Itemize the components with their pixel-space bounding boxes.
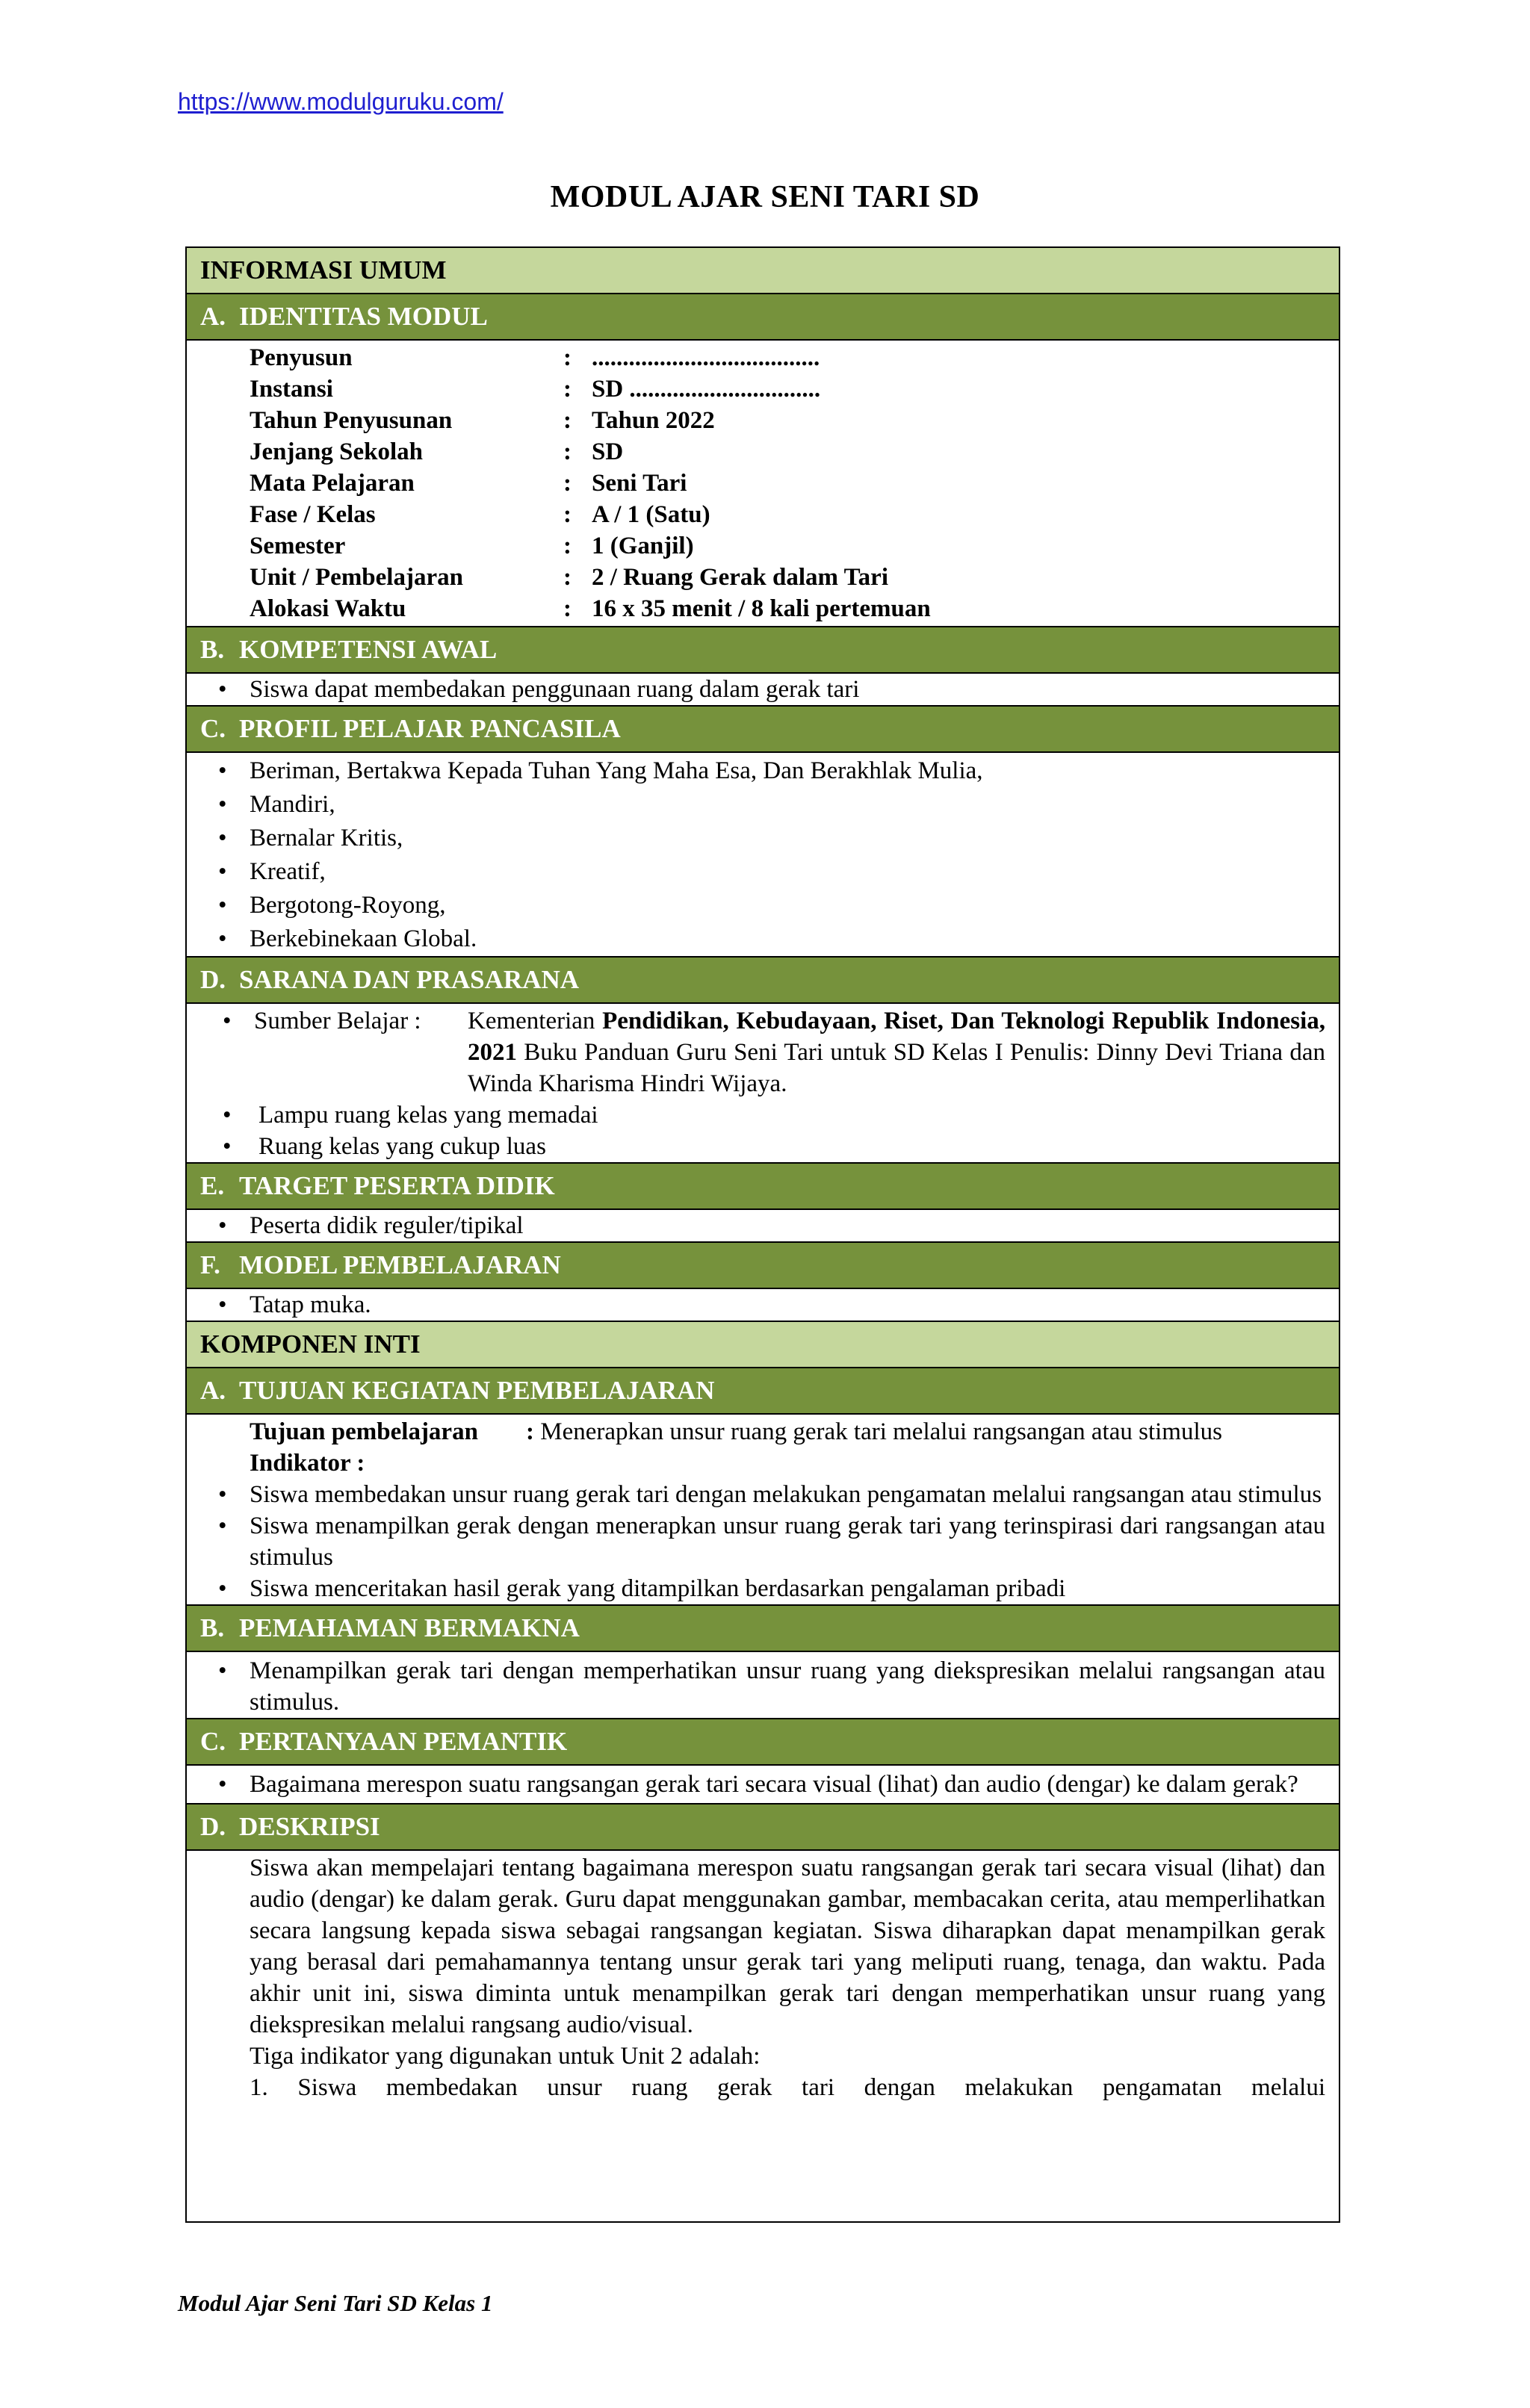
section-number: E. [200, 1171, 225, 1200]
list-item: • Ruang kelas yang cukup luas [254, 1131, 1325, 1162]
list-item [254, 1005, 1325, 1099]
section-number: F. [200, 1250, 220, 1279]
deskripsi-line: 1. Siswa membedakan unsur ruang gerak tari dengan melakukan pengamatan melalui [250, 2074, 1325, 2101]
page-footer: Modul Ajar Seni Tari SD Kelas 1 [178, 2290, 493, 2316]
list-item: • Siswa menampilkan gerak dengan menerapkan unsur ruang gerak tari yang terinspirasi dari rangsangan atau stimulus [250, 1510, 1325, 1573]
informasi-umum-header: INFORMASI UMUM [187, 248, 1339, 294]
profil-pelajar-content [187, 753, 1339, 958]
list-item: • Beriman, Bertakwa Kepada Tuhan Yang Maha Esa, Dan Berakhlak Mulia, [250, 754, 1325, 788]
target-peserta-header [187, 1164, 1339, 1210]
identitas-colon: : [563, 564, 572, 591]
deskripsi-line: Tiga indikator yang digunakan untuk Unit 2 adalah: [250, 2043, 761, 2070]
section-title: MODEL PEMBELAJARAN [239, 1250, 561, 1279]
tujuan-kegiatan-content [187, 1415, 1339, 1606]
section-title: TARGET PESERTA DIDIK [239, 1171, 555, 1200]
section-number: C. [200, 714, 226, 743]
kompetensi-awal-content [187, 674, 1339, 707]
identitas-row [250, 405, 1339, 436]
section-title: PEMAHAMAN BERMAKNA [239, 1613, 580, 1642]
tujuan-label: Tujuan pembelajaran [250, 1418, 478, 1445]
tujuan-kegiatan-header [187, 1368, 1339, 1415]
list-item: • Siswa membedakan unsur ruang gerak tari dengan melakukan pengamatan melalui rangsangan atau stimulus [250, 1479, 1325, 1510]
tujuan-text: Menerapkan unsur ruang gerak tari melalui rangsangan atau stimulus [540, 1418, 1222, 1445]
section-number: A. [200, 302, 226, 331]
identitas-colon: : [563, 501, 572, 528]
kompetensi-awal-header [187, 627, 1339, 674]
identitas-value: A / 1 (Satu) [592, 501, 710, 528]
identitas-value: SD ............................... [592, 376, 821, 403]
section-title: SARANA DAN PRASARANA [239, 965, 580, 994]
section-number: C. [200, 1727, 226, 1756]
list-item: • Mandiri, [250, 788, 1325, 822]
identitas-value: 2 / Ruang Gerak dalam Tari [592, 564, 888, 591]
section-title: KOMPETENSI AWAL [239, 635, 498, 664]
tujuan-pembelajaran-line: Tujuan pembelajaran : Menerapkan unsur ruang gerak tari melalui rangsangan atau stimulus [250, 1416, 1325, 1447]
model-pembelajaran-content [187, 1289, 1339, 1322]
identitas-value: 1 (Ganjil) [592, 533, 694, 559]
identitas-value: Tahun 2022 [592, 407, 715, 434]
identitas-row [250, 562, 1339, 593]
document-title: MODUL AJAR SENI TARI SD [550, 180, 980, 214]
identitas-label: Tahun Penyusunan [250, 407, 453, 434]
identitas-colon: : [563, 533, 572, 559]
deskripsi-header [187, 1805, 1339, 1851]
identitas-colon: : [563, 595, 572, 622]
deskripsi-paragraph: Siswa akan mempelajari tentang bagaimana merespon suatu rangsangan gerak tari secara visual (lihat) dan audio (dengar) ke dalam gerak. Guru dapat menggunakan gambar, membacakan cerita, atau memperlihatkan secara langsung kepada siswa sebagai rangsangan kegiatan. Siswa diharapkan dapat menampilkan gerak yang berasal dari pemahamannya tentang unsur gerak tari yang meliputi ruang, tenaga, dan waktu. Pada akhir unit ini, siswa diminta untuk menampilkan gerak tari dengan memperhatikan unsur ruang yang diekspresikan melalui rangsang audio/visual. [250, 1855, 1325, 2038]
list-item: • Berkebinekaan Global. [250, 922, 1325, 956]
section-title: IDENTITAS MODUL [239, 302, 488, 331]
section-number: B. [200, 635, 225, 664]
identitas-value: SD [592, 438, 624, 465]
identitas-label: Fase / Kelas [250, 501, 376, 528]
deskripsi-content [187, 1851, 1339, 2103]
identitas-label: Mata Pelajaran [250, 470, 415, 497]
identitas-colon: : [563, 438, 572, 465]
identitas-modul-header [187, 294, 1339, 341]
list-item: • Bagaimana merespon suatu rangsangan gerak tari secara visual (lihat) dan audio (dengar) ke dalam gerak? [250, 1769, 1325, 1800]
identitas-row [250, 499, 1339, 530]
identitas-modul-content [187, 341, 1339, 627]
sumber-belajar-text: Kementerian Pendidikan, Kebudayaan, Riset, Dan Teknologi Republik Indonesia, 2021 Buku Panduan Guru Seni Tari untuk SD Kelas I Penulis: Dinny Devi Triana dan Winda Kharisma Hindri Wijaya. [468, 1008, 1325, 1097]
sumber-belajar-label: • Sumber Belajar : [254, 1008, 421, 1034]
list-item: • Kreatif, [250, 855, 1325, 889]
list-item: • Siswa menceritakan hasil gerak yang ditampilkan berdasarkan pengalaman pribadi [250, 1573, 1325, 1604]
section-title: PERTANYAAN PEMANTIK [239, 1727, 568, 1756]
pertanyaan-pemantik-header [187, 1719, 1339, 1766]
list-item: • Siswa dapat membedakan penggunaan ruang dalam gerak tari [250, 674, 1325, 705]
list-item: • Lampu ruang kelas yang memadai [254, 1099, 1325, 1131]
identitas-row [250, 593, 1339, 624]
model-pembelajaran-header [187, 1243, 1339, 1289]
section-number: D. [200, 1812, 226, 1841]
identitas-row [250, 373, 1339, 405]
section-title: PROFIL PELAJAR PANCASILA [239, 714, 621, 743]
list-item: • Bernalar Kritis, [250, 822, 1325, 855]
identitas-label: Instansi [250, 376, 333, 403]
section-title: DESKRIPSI [239, 1812, 380, 1841]
list-item: • Menampilkan gerak tari dengan memperhatikan unsur ruang yang diekspresikan melalui rangsangan atau stimulus. [250, 1655, 1325, 1718]
list-item: • Bergotong-Royong, [250, 889, 1325, 922]
identitas-value: 16 x 35 menit / 8 kali pertemuan [592, 595, 931, 622]
identitas-value: Seni Tari [592, 470, 687, 497]
indikator-label: Indikator : [250, 1450, 365, 1477]
identitas-label: Jenjang Sekolah [250, 438, 423, 465]
target-peserta-content [187, 1210, 1339, 1243]
identitas-value: ..................................... [592, 344, 820, 371]
pemahaman-bermakna-content [187, 1652, 1339, 1719]
pertanyaan-pemantik-content [187, 1766, 1339, 1805]
identitas-label: Semester [250, 533, 346, 559]
identitas-colon: : [563, 407, 572, 434]
identitas-label: Alokasi Waktu [250, 595, 406, 622]
profil-pelajar-header [187, 707, 1339, 753]
section-number: B. [200, 1613, 225, 1642]
list-item: • Tatap muka. [250, 1289, 1325, 1321]
section-title: TUJUAN KEGIATAN PEMBELAJARAN [239, 1376, 715, 1405]
module-table [185, 246, 1340, 2223]
identitas-colon: : [563, 470, 572, 497]
identitas-label: Penyusun [250, 344, 353, 371]
sarana-prasarana-content [187, 1004, 1339, 1164]
list-item: • Peserta didik reguler/tipikal [250, 1210, 1325, 1241]
section-number: D. [200, 965, 226, 994]
identitas-row [250, 436, 1339, 468]
pemahaman-bermakna-header [187, 1606, 1339, 1652]
sarana-prasarana-header [187, 958, 1339, 1004]
komponen-inti-header: KOMPONEN INTI [187, 1322, 1339, 1368]
identitas-colon: : [563, 344, 572, 371]
identitas-row [250, 530, 1339, 562]
section-number: A. [200, 1376, 226, 1405]
identitas-label: Unit / Pembelajaran [250, 564, 463, 591]
website-link[interactable]: https://www.modulguruku.com/ [178, 88, 504, 115]
identitas-colon: : [563, 376, 572, 403]
identitas-row [250, 342, 1339, 373]
identitas-row [250, 468, 1339, 499]
